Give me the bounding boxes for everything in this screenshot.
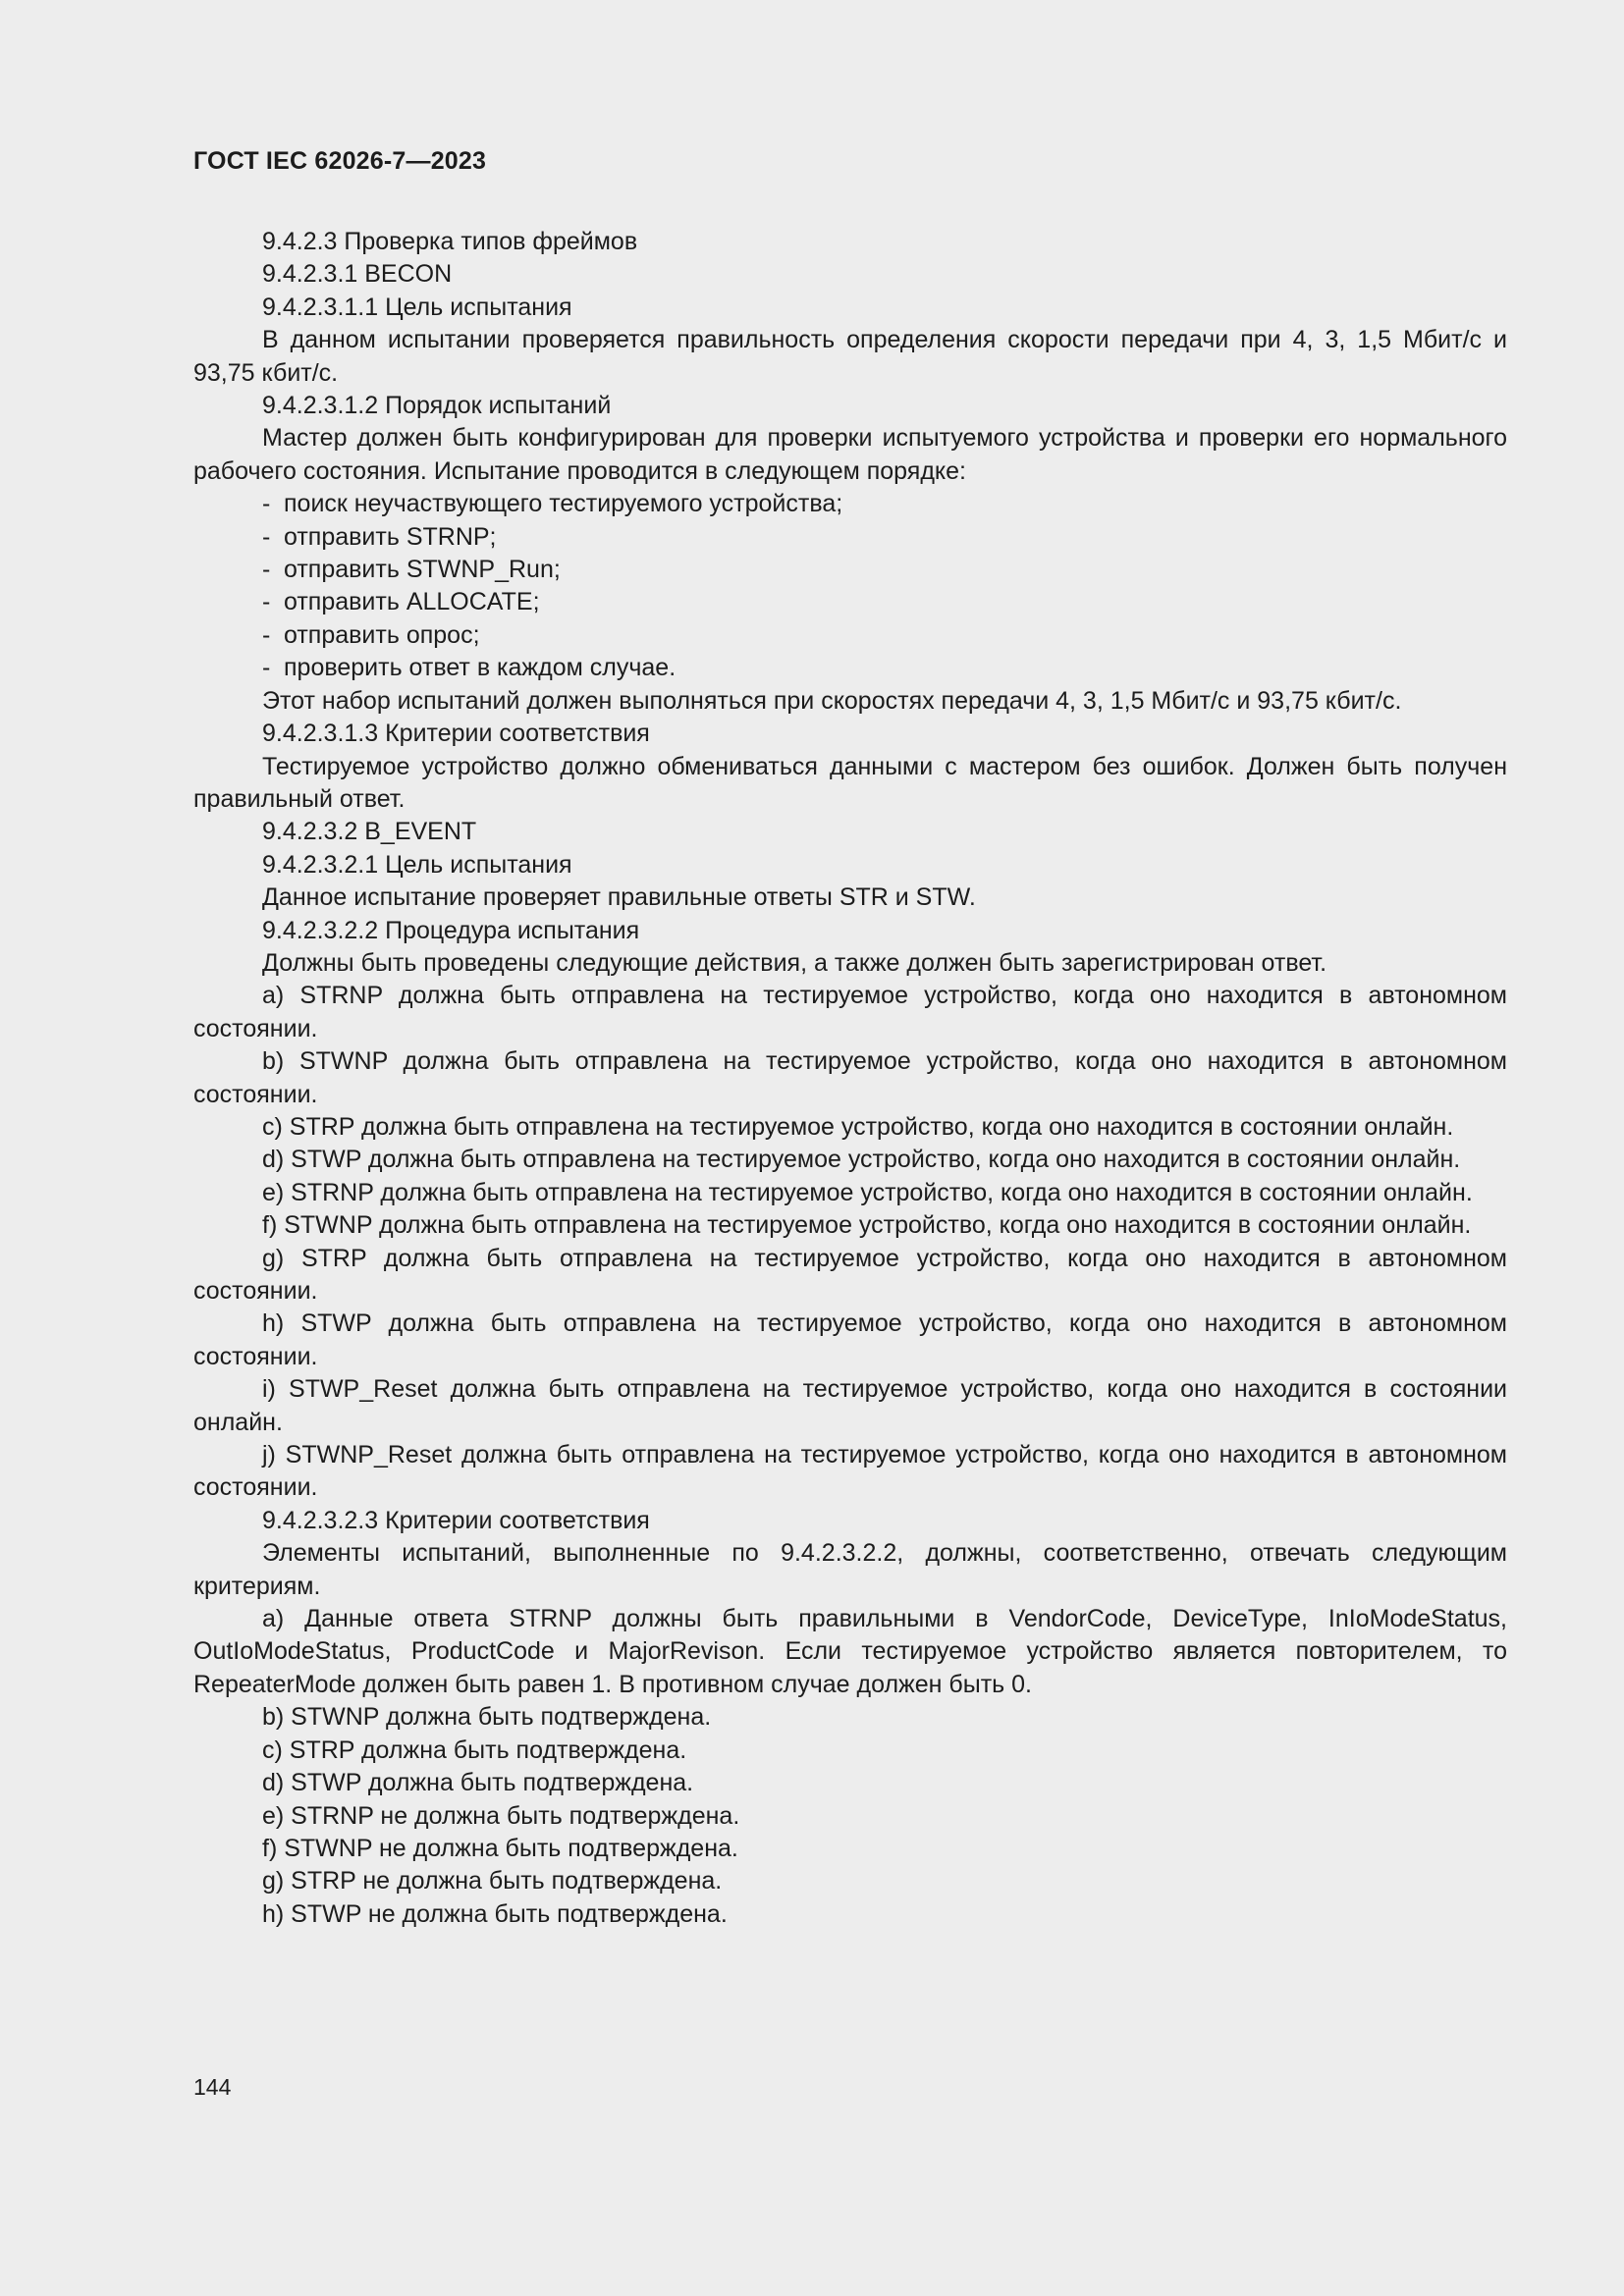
subsection-heading: 9.4.2.3.2 B_EVENT <box>262 818 477 846</box>
list-item: h) STWP должна быть отправлена на тестируемое устройство, когда оно находится в автономном состоянии. <box>193 1309 1507 1370</box>
subsection-heading: 9.4.2.3.1 BECON <box>262 260 453 289</box>
list-item: f) STWNP должна быть отправлена на тестируемое устройство, когда оно находится в состоянии онлайн. <box>262 1211 1472 1240</box>
list-item: b) STWNP должна быть подтверждена. <box>262 1703 712 1732</box>
list-item: g) STRP должна быть отправлена на тестируемое устройство, когда оно находится в автономном состоянии. <box>193 1244 1507 1305</box>
list-item: a) Данные ответа STRNP должны быть правильными в VendorCode, DeviceType, InIoModeStatus, OutIoModeStatus, ProductCode и MajorRevison. Если тестируемое устройство является повторителем, то RepeaterMode должен быть равен 1. В противном случае должен быть 0. <box>193 1605 1507 1698</box>
bullet-item: - отправить опрос; <box>193 619 1507 652</box>
list-item: e) STRNP не должна быть подтверждена. <box>262 1801 740 1830</box>
dash-marker: - <box>262 620 271 649</box>
list-item: c) STRP должна быть подтверждена. <box>262 1735 687 1764</box>
subsection-heading: 9.4.2.3.2.1 Цель испытания <box>262 850 572 879</box>
list-item: g) STRP не должна быть подтверждена. <box>262 1867 723 1896</box>
list-item: b) STWNP должна быть отправлена на тестируемое устройство, когда оно находится в автономном состоянии. <box>193 1047 1507 1108</box>
list-item: c) STRP должна быть отправлена на тестируемое устройство, когда оно находится в состоянии онлайн. <box>262 1112 1454 1141</box>
document-header: ГОСТ IEC 62026-7—2023 <box>193 147 487 175</box>
list-item: d) STWP должна быть отправлена на тестируемое устройство, когда оно находится в состоянии онлайн. <box>262 1146 1461 1174</box>
list-item: i) STWP_Reset должна быть отправлена на тестируемое устройство, когда оно находится в состоянии онлайн. <box>193 1375 1507 1436</box>
list-item: e) STRNP должна быть отправлена на тестируемое устройство, когда оно находится в состоянии онлайн. <box>262 1178 1473 1206</box>
list-item: d) STWP должна быть подтверждена. <box>262 1769 694 1797</box>
bullet-item: - отправить STWNP_Run; <box>193 554 1507 586</box>
bullet-item: - отправить STRNP; <box>193 521 1507 554</box>
page-number: 144 <box>193 2074 232 2100</box>
subsection-heading: 9.4.2.3.1.1 Цель испытания <box>262 293 572 321</box>
paragraph: Данное испытание проверяет правильные ответы STR и STW. <box>262 883 976 912</box>
document-body <box>193 226 1507 1931</box>
section-heading: 9.4.2.3 Проверка типов фреймов <box>262 228 638 255</box>
paragraph: Должны быть проведены следующие действия, а также должен быть зарегистрирован ответ. <box>262 948 1327 977</box>
subsection-heading: 9.4.2.3.2.2 Процедура испытания <box>262 916 640 944</box>
subsection-heading: 9.4.2.3.1.2 Порядок испытаний <box>262 392 612 420</box>
dash-marker: - <box>262 654 271 682</box>
list-item: h) STWP не должна быть подтверждена. <box>262 1899 728 1928</box>
paragraph: Этот набор испытаний должен выполняться при скоростях передачи 4, 3, 1,5 Мбит/с и 93,75 кбит/с. <box>262 686 1402 715</box>
paragraph: Мастер должен быть конфигурирован для проверки испытуемого устройства и проверки его нормального рабочего состояния. Испытание проводится в следующем порядке: <box>193 424 1507 485</box>
list-item: f) STWNP не должна быть подтверждена. <box>262 1834 738 1862</box>
list-item: j) STWNP_Reset должна быть отправлена на тестируемое устройство, когда оно находится в автономном состоянии. <box>193 1441 1507 1502</box>
dash-marker: - <box>262 588 271 616</box>
paragraph: Тестируемое устройство должно обмениваться данными с мастером без ошибок. Должен быть получен правильный ответ. <box>193 752 1507 813</box>
bullet-item: - поиск неучаствующего тестируемого устройства; <box>193 488 1507 520</box>
paragraph: В данном испытании проверяется правильность определения скорости передачи при 4, 3, 1,5 Мбит/с и 93,75 кбит/с. <box>193 326 1507 387</box>
dash-marker: - <box>262 522 271 551</box>
paragraph: Элементы испытаний, выполненные по 9.4.2.3.2.2, должны, соответственно, отвечать следующим критериям. <box>193 1539 1507 1600</box>
dash-marker: - <box>262 556 271 584</box>
subsection-heading: 9.4.2.3.2.3 Критерии соответствия <box>262 1506 650 1534</box>
bullet-item: - отправить ALLOCATE; <box>193 586 1507 618</box>
dash-marker: - <box>262 490 271 518</box>
list-item: a) STRNP должна быть отправлена на тестируемое устройство, когда оно находится в автономном состоянии. <box>193 982 1507 1042</box>
bullet-item: - проверить ответ в каждом случае. <box>193 652 1507 684</box>
subsection-heading: 9.4.2.3.1.3 Критерии соответствия <box>262 720 650 748</box>
